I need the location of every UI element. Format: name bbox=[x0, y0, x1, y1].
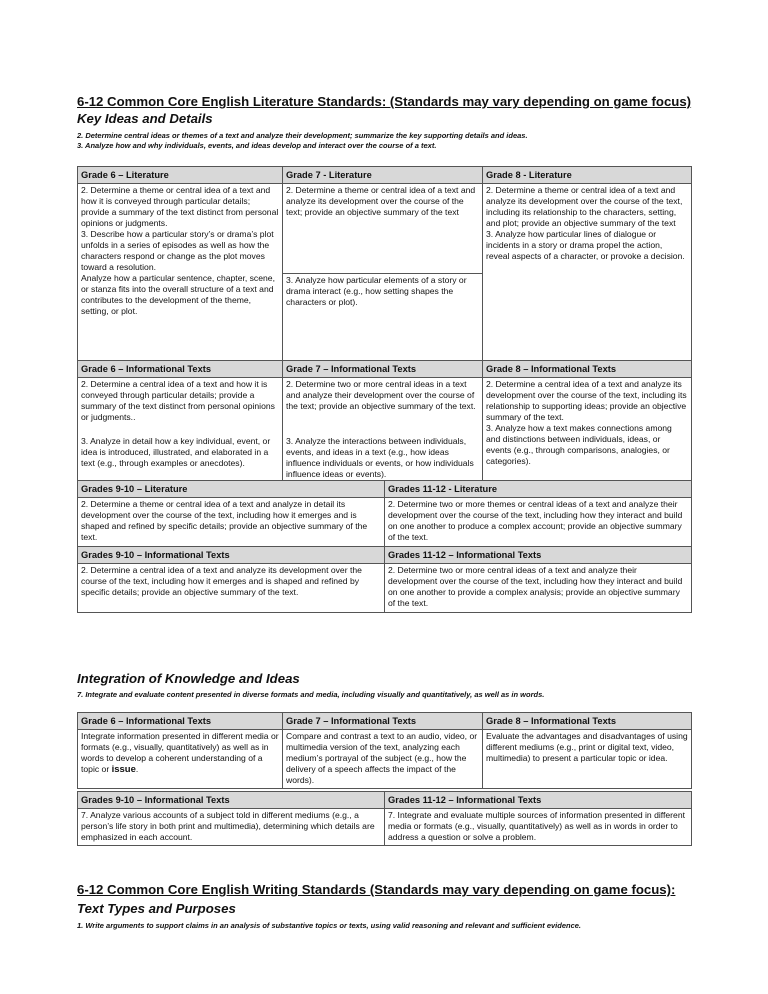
grade7-literature-standard-3: 3. Analyze how particular elements of a story or drama interact (e.g., how setting shapes the characters or plot). bbox=[283, 273, 482, 309]
text-types-heading: Text Types and Purposes bbox=[77, 901, 236, 916]
int-grade6-keyword: issue bbox=[111, 764, 136, 775]
int-grade7-header: Grade 7 – Informational Texts bbox=[283, 713, 483, 730]
grades910-informational-cell: 2. Determine a central idea of a text and analyze its development over the course of the text, including how it emerges and is shaped and refined by specific details; provide an objective summary of the text. bbox=[78, 564, 385, 613]
grade8-literature-header: Grade 8 - Literature bbox=[483, 167, 692, 184]
int-grades910-header: Grades 9-10 – Informational Texts bbox=[78, 792, 385, 809]
grade7-literature-cell bbox=[283, 184, 483, 361]
standard-2-text: 2. Determine central ideas or themes of a text and analyze their development; summarize the key supporting details and ideas. bbox=[77, 131, 528, 140]
grade8-literature-standard-3: 3. Analyze how particular lines of dialogue or incidents in a story or drama propel the action, reveal aspects of a character, or provoke a decision. bbox=[486, 229, 685, 261]
grades910-literature-cell: 2. Determine a theme or central idea of a text and analyze in detail its development over the course of the text, including how it emerges and is shaped and refined by specific details; provide an objective summary of the text. bbox=[78, 498, 385, 547]
grade7-literature-header: Grade 7 - Literature bbox=[283, 167, 483, 184]
standard-3-text: 3. Analyze how and why individuals, events, and ideas develop and interact over the course of a text. bbox=[77, 141, 437, 150]
writing-standards-title: 6-12 Common Core English Writing Standards (Standards may vary depending on game focus): bbox=[77, 882, 676, 897]
grades-6-8-table bbox=[77, 166, 692, 494]
grade8-literature-cell bbox=[483, 184, 692, 361]
standard-7-text: 7. Integrate and evaluate content presented in diverse formats and media, including visually and quantitatively, as well as in words. bbox=[77, 690, 545, 699]
grade8-informational-standard-2: 2. Determine a central idea of a text and analyze its development over the course of the text, including its relationship to supporting ideas; provide an objective summary of the text. bbox=[486, 379, 687, 422]
grade6-literature-header: Grade 6 – Literature bbox=[78, 167, 283, 184]
int-grades1112-header: Grades 11-12 – Informational Texts bbox=[385, 792, 692, 809]
grade6-informational-cell bbox=[78, 378, 283, 494]
grade7-informational-header: Grade 7 – Informational Texts bbox=[283, 361, 483, 378]
grade8-informational-header: Grade 8 – Informational Texts bbox=[483, 361, 692, 378]
grades910-informational-header: Grades 9-10 – Informational Texts bbox=[78, 547, 385, 564]
integration-heading: Integration of Knowledge and Ideas bbox=[77, 671, 300, 686]
grade8-informational-cell bbox=[483, 378, 692, 494]
int-grade6-cell bbox=[78, 730, 283, 789]
key-ideas-heading: Key Ideas and Details bbox=[77, 111, 213, 126]
grades1112-literature-cell: 2. Determine two or more themes or central ideas of a text and analyze their development over the course of the text, including how they interact and build on one another to produce a complex account; provide an objective summary of the text. bbox=[385, 498, 692, 547]
int-grades1112-cell: 7. Integrate and evaluate multiple sources of information presented in different media or formats (e.g., visually, quantitatively) as well as in words in order to address a question or solve a problem. bbox=[385, 809, 692, 846]
int-grade6-text: Integrate information presented in different media or formats (e.g., visually, quantitatively) as well as in words to develop a coherent understanding of a topic or bbox=[81, 731, 279, 774]
grades1112-informational-cell: 2. Determine two or more central ideas of a text and analyze their development over the course of the text, including how they interact and build on one another to provide a complex analysis; provide an objective summary of the text. bbox=[385, 564, 692, 613]
int-grades910-cell: 7. Analyze various accounts of a subject told in different mediums (e.g., a person’s life story in both print and multimedia), determining which details are emphasized in each account. bbox=[78, 809, 385, 846]
integration-grades-6-8-table bbox=[77, 712, 692, 789]
grade7-literature-standard-2: 2. Determine a theme or central idea of a text and analyze its development over the course of the text; provide an objective summary of the text bbox=[286, 185, 476, 217]
grade6-literature-standard-3: 3. Describe how a particular story’s or drama’s plot unfolds in a series of episodes as well as how the characters respond or change as the plot moves toward a resolution. bbox=[81, 229, 274, 272]
grades910-literature-header: Grades 9-10 – Literature bbox=[78, 481, 385, 498]
grade8-literature-standard-2: 2. Determine a theme or central idea of a text and analyze its development over the course of the text, including its relationship to the characters, setting, and plot; provide an objective summary of the text bbox=[486, 185, 683, 228]
grade6-literature-cell bbox=[78, 184, 283, 361]
literature-standards-title: 6-12 Common Core English Literature Standards: (Standards may vary depending on game focus) bbox=[77, 94, 692, 109]
grade6-literature-standard-2: 2. Determine a theme or central idea of a text and how it is conveyed through particular details; provide a summary of the text distinct from personal opinions or judgments. bbox=[81, 185, 279, 228]
grade7-informational-cell bbox=[283, 378, 483, 494]
grades-9-12-table bbox=[77, 480, 692, 613]
grades1112-literature-header: Grades 11-12 - Literature bbox=[385, 481, 692, 498]
int-grade7-cell: Compare and contrast a text to an audio, video, or multimedia version of the text, analyzing each medium’s portrayal of the subject (e.g., how the delivery of a speech affects the impact of the words). bbox=[283, 730, 483, 789]
grade7-informational-standard-3: 3. Analyze the interactions between individuals, events, and ideas in a text (e.g., how ideas influence individuals or events, or how individuals influence ideas or events). bbox=[286, 436, 474, 479]
grade6-literature-standard-5: Analyze how a particular sentence, chapter, scene, or stanza fits into the overall structure of a text and contributes to the development of the theme, setting, or plot. bbox=[81, 273, 275, 316]
int-grade8-header: Grade 8 – Informational Texts bbox=[483, 713, 692, 730]
integration-grades-9-12-table bbox=[77, 791, 692, 846]
writing-standard-1-text: 1. Write arguments to support claims in an analysis of substantive topics or texts, using valid reasoning and relevant and sufficient evidence. bbox=[77, 921, 582, 930]
grade6-informational-standard-2: 2. Determine a central idea of a text and how it is conveyed through particular details; provide a summary of the text distinct from personal opinions or judgments.. bbox=[81, 379, 275, 422]
grade8-informational-standard-3: 3. Analyze how a text makes connections among and distinctions between individuals, ideas, or events (e.g., through comparisons, analogies, or categories). bbox=[486, 423, 672, 466]
int-grade6-header: Grade 6 – Informational Texts bbox=[78, 713, 283, 730]
grade6-informational-header: Grade 6 – Informational Texts bbox=[78, 361, 283, 378]
int-grade6-tail: . bbox=[135, 764, 139, 774]
grade6-informational-standard-3: 3. Analyze in detail how a key individual, event, or idea is introduced, illustrated, and elaborated in a text (e.g., through examples or anecdotes). bbox=[81, 436, 271, 468]
grade7-informational-standard-2: 2. Determine two or more central ideas in a text and analyze their development over the course of the text; provide an objective summary of the text. bbox=[286, 379, 476, 411]
grades1112-informational-header: Grades 11-12 – Informational Texts bbox=[385, 547, 692, 564]
int-grade8-cell: Evaluate the advantages and disadvantages of using different mediums (e.g., print or digital text, video, multimedia) to present a particular topic or idea. bbox=[483, 730, 692, 789]
